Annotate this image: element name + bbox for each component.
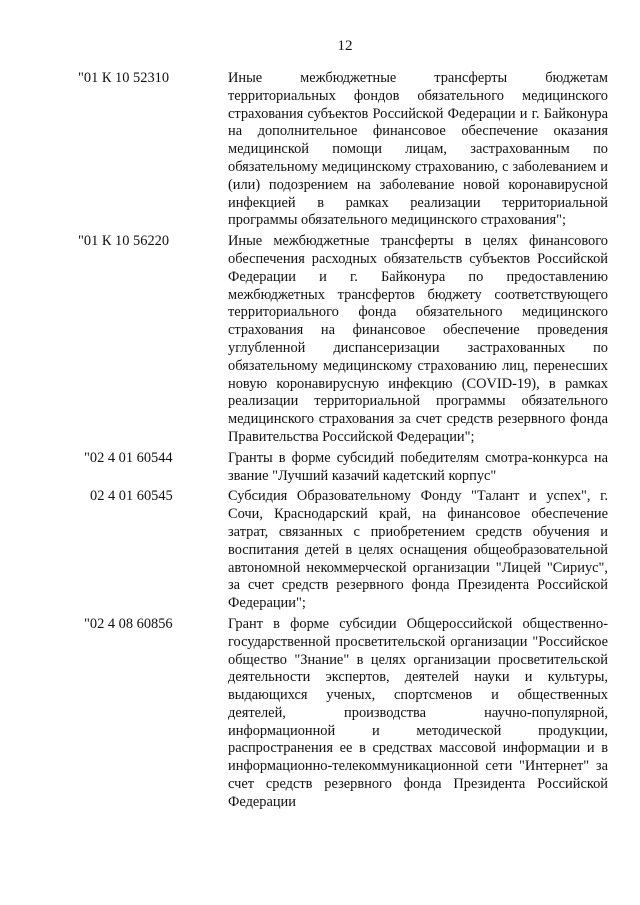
budget-code: "01 К 10 56220 <box>78 233 170 250</box>
budget-code-description: Гранты в форме субсидий победителям смотра-конкурса на звание "Лучший казачий кадетский корпус" <box>228 449 608 484</box>
budget-code: 02 4 01 60545 <box>90 488 173 505</box>
budget-code: "02 4 01 60544 <box>84 449 173 466</box>
list-item <box>78 450 608 486</box>
budget-code-list <box>78 70 608 812</box>
list-item <box>78 70 608 230</box>
budget-code-description: Иные межбюджетные трансферты бюджетам территориальных фондов обязательного медицинского страхования субъектов Российской Федерации и г. Байконура на дополнительное финансовое обеспечение оказания медицинской помощи лицам, застрахованным по обязательному медицинскому страхованию, с заболеванием и (или) подозрением на заболевание новой коронавирусной инфекцией в рамках реализации территориальной программы обязательного медицинского страхования"; <box>228 70 608 229</box>
budget-code-description: Грант в форме субсидии Общероссийской общественно-государственной просветительской организации "Российское общество "Знание" в целях организации просветительской деятельности экспертов, деятелей науки и культуры, выдающихся ученых, спортсменов и общественных деятелей, производства научно-популярной, информационной и методической продукции, распространения ее в средствах массовой информации и в информационно-телекоммуникационной сети "Интернет" за счет средств резервного фонда Президента Российской Федерации <box>228 615 608 810</box>
budget-code: "02 4 08 60856 <box>84 615 173 632</box>
budget-code: "01 К 10 52310 <box>78 70 170 86</box>
budget-code-description: Иные межбюджетные трансферты в целях финансового обеспечения расходных обязательств субъектов Российской Федерации и г. Байконура по предоставлению межбюджетных трансфертов бюджету соответствующего территориального фонда обязательного медицинского страхования на финансовое обеспечение проведения углубленной диспансеризации застрахованных по обязательному медицинскому страхованию лиц, перенесших новую коронавирусную инфекцию (COVID-19), в рамках реализации территориальной программы обязательного медицинского страхования за счет средств резервного фонда Правительства Российской Федерации"; <box>228 233 608 445</box>
page-number: 12 <box>337 38 353 54</box>
list-item <box>78 488 608 613</box>
budget-code-description: Субсидия Образовательному Фонду "Талант и успех", г. Сочи, Краснодарский край, на финансовое обеспечение затрат, связанных с приобретением средств обучения и воспитания детей в целях оснащения общеобразовательной автономной некоммерческой организации "Лицей "Сириус", за счет средств резервного фонда Президента Российской Федерации"; <box>228 488 608 612</box>
list-item <box>78 616 608 812</box>
list-item <box>78 233 608 447</box>
